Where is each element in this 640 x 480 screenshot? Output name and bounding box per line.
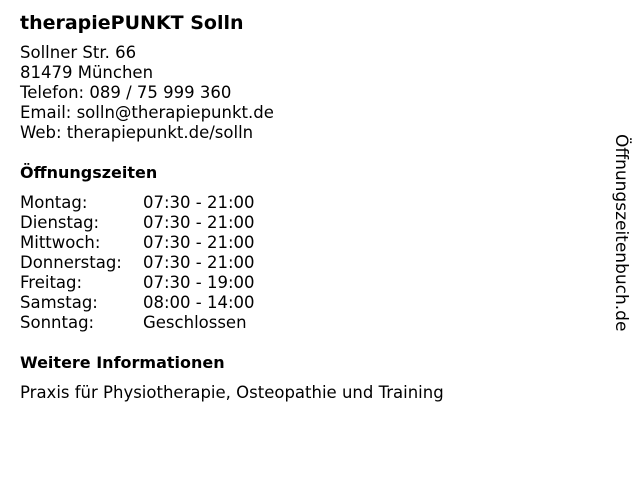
hours-row (20, 313, 580, 333)
hours-time: 07:30 - 21:00 (143, 193, 255, 212)
hours-day: Donnerstag: (20, 253, 122, 272)
hours-row (20, 253, 580, 273)
hours-time: Geschlossen (143, 313, 247, 332)
address-street: Sollner Str. 66 (20, 43, 137, 62)
hours-day: Mittwoch: (20, 233, 101, 252)
hours-row (20, 213, 580, 233)
hours-row (20, 293, 580, 313)
hours-day: Montag: (20, 193, 88, 212)
business-card (20, 9, 580, 403)
hours-time: 07:30 - 21:00 (143, 253, 255, 272)
hours-day: Sonntag: (20, 313, 95, 332)
site-watermark: Öffnungszeitenbuch.de (611, 134, 631, 332)
more-info-heading: Weitere Informationen (20, 353, 225, 372)
hours-day: Dienstag: (20, 213, 100, 232)
more-info-text: Praxis für Physiotherapie, Osteopathie und Training (20, 383, 444, 402)
hours-time: 07:30 - 19:00 (143, 273, 255, 292)
hours-time: 07:30 - 21:00 (143, 233, 255, 252)
hours-row (20, 233, 580, 253)
business-name: therapiePUNKT Solln (20, 12, 244, 34)
address-city: 81479 München (20, 63, 154, 82)
hours-day: Freitag: (20, 273, 83, 292)
hours-time: 07:30 - 21:00 (143, 213, 255, 232)
email-line: Email: solln@therapiepunkt.de (20, 103, 274, 122)
hours-time: 08:00 - 14:00 (143, 293, 255, 312)
opening-hours-heading: Öffnungszeiten (20, 163, 158, 182)
hours-row (20, 273, 580, 293)
phone-line: Telefon: 089 / 75 999 360 (20, 83, 232, 102)
hours-row (20, 193, 580, 213)
opening-hours-table (20, 193, 580, 333)
hours-day: Samstag: (20, 293, 98, 312)
web-line: Web: therapiepunkt.de/solln (20, 123, 254, 142)
